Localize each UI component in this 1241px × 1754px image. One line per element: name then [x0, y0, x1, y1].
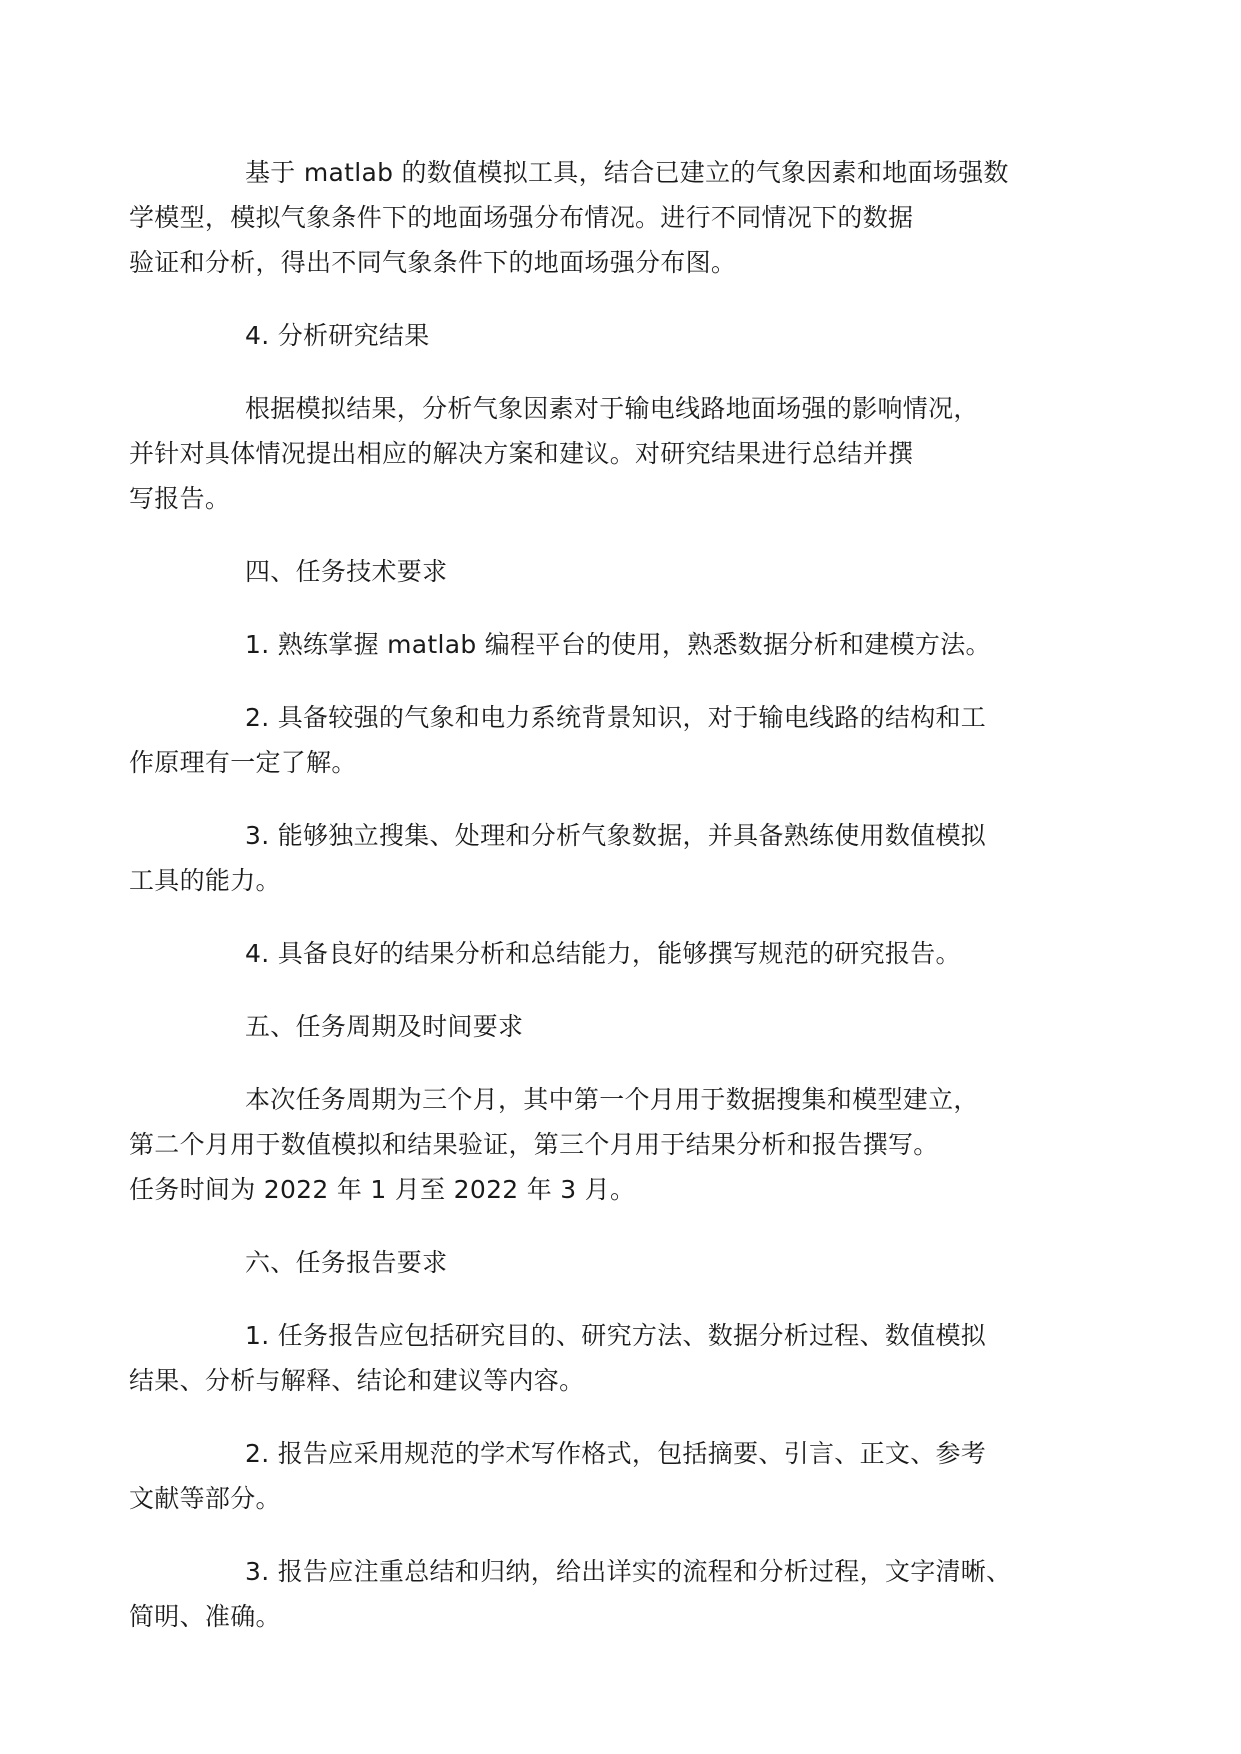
- text-line: 1. 任务报告应包括研究目的、研究方法、数据分析过程、数值模拟: [245, 1321, 987, 1350]
- paragraph-simulation-method: [129, 150, 1077, 285]
- text-line: 作原理有一定了解。: [129, 748, 357, 777]
- section-heading-analyze-results: [187, 313, 1077, 358]
- section-heading-schedule: [187, 1004, 1077, 1049]
- text-line: 文献等部分。: [129, 1484, 281, 1513]
- requirement-item-2: [129, 695, 1077, 785]
- text-line: 本次任务周期为三个月，其中第一个月用于数据搜集和模型建立，: [245, 1085, 979, 1114]
- text-line: 2. 具备较强的气象和电力系统背景知识，对于输电线路的结构和工: [245, 703, 987, 732]
- text-line: 写报告。: [129, 484, 231, 513]
- requirement-item-1: [187, 622, 1077, 667]
- text-line: 3. 能够独立搜集、处理和分析气象数据，并具备熟练使用数值模拟: [245, 821, 987, 850]
- section-heading-report-requirements: [187, 1240, 1077, 1285]
- text-line: 4. 具备良好的结果分析和总结能力，能够撰写规范的研究报告。: [245, 939, 961, 968]
- text-line: 任务时间为 2022 年 1 月至 2022 年 3 月。: [129, 1175, 636, 1204]
- text-line: 学模型，模拟气象条件下的地面场强分布情况。进行不同情况下的数据: [129, 203, 914, 232]
- heading-text: 4. 分析研究结果: [245, 321, 430, 350]
- text-line: 3. 报告应注重总结和归纳，给出详实的流程和分析过程，文字清晰、: [245, 1557, 1012, 1586]
- text-line: 工具的能力。: [129, 866, 281, 895]
- report-requirement-item-3: [129, 1549, 1077, 1639]
- text-line: 1. 熟练掌握 matlab 编程平台的使用，熟悉数据分析和建模方法。: [245, 630, 991, 659]
- section-heading-technical-requirements: [187, 549, 1077, 594]
- text-line: 验证和分析，得出不同气象条件下的地面场强分布图。: [129, 248, 737, 277]
- requirement-item-3: [129, 813, 1077, 903]
- heading-text: 六、任务报告要求: [245, 1248, 448, 1277]
- document-body: [129, 150, 1077, 1667]
- heading-text: 四、任务技术要求: [245, 557, 448, 586]
- text-line: 2. 报告应采用规范的学术写作格式，包括摘要、引言、正文、参考: [245, 1439, 987, 1468]
- report-requirement-item-2: [129, 1431, 1077, 1521]
- paragraph-schedule: [129, 1077, 1077, 1212]
- report-requirement-item-1: [129, 1313, 1077, 1403]
- heading-text: 五、任务周期及时间要求: [245, 1012, 524, 1041]
- paragraph-analyze-results: [129, 386, 1077, 521]
- text-line: 第二个月用于数值模拟和结果验证，第三个月用于结果分析和报告撰写。: [129, 1130, 939, 1159]
- text-line: 根据模拟结果，分析气象因素对于输电线路地面场强的影响情况，: [245, 394, 979, 423]
- text-line: 基于 matlab 的数值模拟工具，结合已建立的气象因素和地面场强数: [245, 158, 1009, 187]
- requirement-item-4: [187, 931, 1077, 976]
- text-line: 结果、分析与解释、结论和建议等内容。: [129, 1366, 585, 1395]
- text-line: 简明、准确。: [129, 1602, 281, 1631]
- text-line: 并针对具体情况提出相应的解决方案和建议。对研究结果进行总结并撰: [129, 439, 914, 468]
